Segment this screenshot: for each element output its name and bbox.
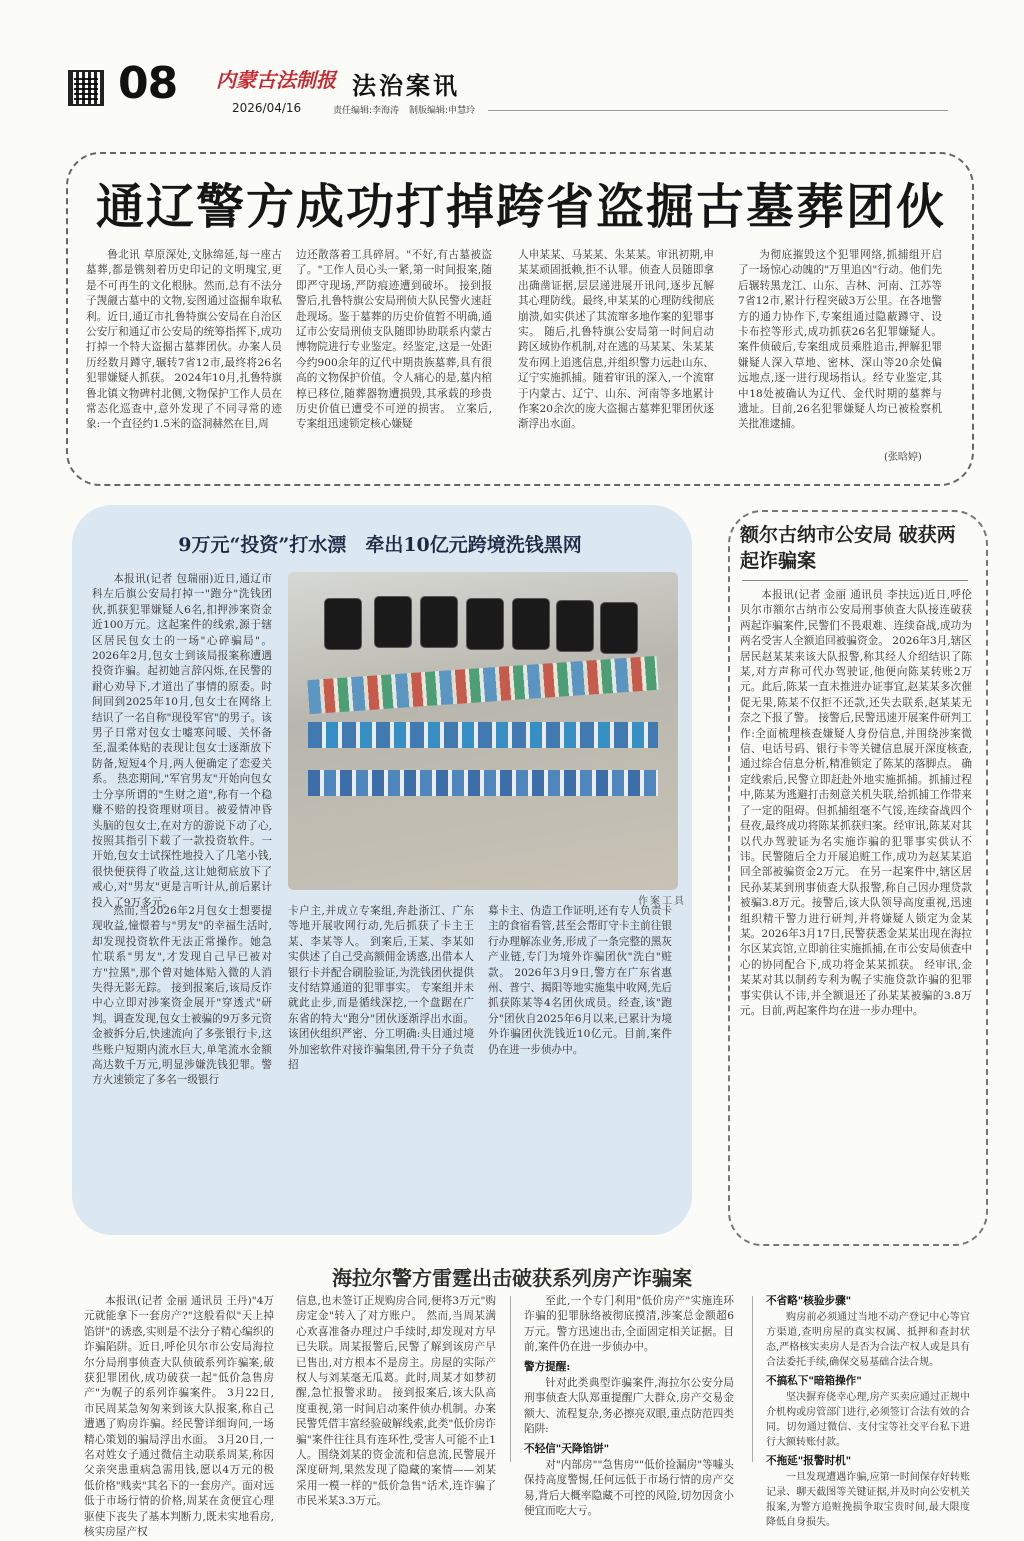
tip3-text: 坚决摒弃侥幸心理,房产买卖应通过正规中介机构或房管部门进行,必须签订合法有效的合同。切勿通过微信、支付宝等社交平台私下进行大额转账付款。 bbox=[766, 1392, 970, 1448]
story1-text2: 边还散落着工具碎屑。"不好,有古墓被盗了。"工作人员心头一紧,第一时间报案,随即严守现场,严防痕迹遭到破坏。 接到报警后,扎鲁特旗公安局刑侦大队民警火速赶赴现场。鉴于墓葬的历史价值暂不明确,通辽市公安局刑侦支队随即协助联系内蒙古博物院进行专业鉴定。经鉴定,这是一处距今约900余年的辽代中期贵族墓葬,具有很高的文物保护价值。令人痛心的是,墓内棺椁已移位,随葬器物遭损毁,其承载的珍贵历史价值已遭受不可逆的损害。 立案后,专案组迅速锁定核心嫌疑 bbox=[296, 249, 492, 431]
photo-caption: 作案工具 bbox=[638, 896, 686, 907]
phone-icon bbox=[324, 598, 362, 650]
tip2-text: 购房前必须通过当地不动产登记中心等官方渠道,查明房屋的真实权属、抵押和查封状态,严格核实卖房人是否为合法产权人或是具有合法委托手续,确保交易基础合法合规。 bbox=[766, 1312, 970, 1368]
story3-headline: 额尔古纳市公安局 破获两起诈骗案 bbox=[740, 524, 956, 572]
story2-col2 bbox=[288, 904, 474, 1210]
phone-icon bbox=[600, 602, 638, 654]
story4-col1 bbox=[84, 1294, 274, 1539]
story1-col4 bbox=[738, 248, 942, 444]
story3-text: 本报讯(记者 金丽 通讯员 李扶远)近日,呼伦贝尔市额尔古纳市公安局刑事侦查大队接连破获两起诈骗案件,民警们不畏艰难、连续奋战,成功为两名受害人全额追回被骗资金。 2026年3月,辖区居民赵某某来该大队报警,称其经人介绍结识了陈某,对方声称可代办驾驶证,他便向陈某转账2万元。此后,陈某一直未推进办证事宜,赵某某多次催促无果,陈某不仅拒不还款,还失去联系,赵某某无奈之下报了警。 接警后,民警迅速开展案件研判工作:全面梳理核查嫌疑人身份信息,并围绕涉案微信、电话号码、银行卡等关键信息展开深度核查,通过综合信息分析,精准锁定了陈某的落脚点。 确定线索后,民警立即赶赴外地实施抓捕。抓捕过程中,陈某为逃避打击刻意关机失联,给抓捕工作带来了一定的阻碍。但抓捕组毫不气馁,连续奋战四个昼夜,最终成功将陈某抓获归案。经审讯,陈某对其以代办驾驶证为名实施诈骗的犯罪事实供认不讳。民警随后全力开展追赃工作,成功为赵某某追回全部被骗资金2万元。 在另一起案件中,辖区居民孙某某到刑事侦查大队报警,称自己因办理贷款被骗3.8万元。接警后,该大队领导高度重视,迅速组织精干警力进行研判,并将嫌疑人锁定为金某某。2026年3月17日,民警获悉金某某出现在海拉尔区某宾馆,立即前往实施抓捕,在市公安局侦查中心的协同配合下,成功将金某某抓获。 经审讯,金某某对其以制药专利为幌子实施贷款诈骗的犯罪事实供认不讳,并全额退还了孙某某被骗的3.8万元。目前,两起案件均在进一步办理中。 bbox=[740, 589, 972, 1017]
story2-text1: 本报讯(记者 包瑞丽)近日,通辽市科左后旗公安局打掉一"跑分"洗钱团伙,抓获犯罪嫌疑人6名,扣押涉案资金近100万元。这起案件的线索,源于辖区居民包女士的一场"心碎骗局"。 2026年2月,包女士到该局报案称遭遇投资诈骗。起初她言辞闪烁,在民警的耐心劝导下,才道出了事情的原委。时间回到2025年10月,包女士在网络上结识了一名自称"现役军官"的男子。该男子日常对包女士嘘寒问暖、关怀备至,温柔体贴的表现让包女士逐渐放下防备,短短4个月,两人便确定了恋爱关系。 热恋期间,"军官男友"开始向包女士分享所谓的"生财之道",称有一个稳赚不赔的投资理财项目。被爱情冲昏头脑的包女士,在对方的游说下动了心,按照其指引下载了一款投资软件。一开始,包女士试探性地投入了几笔小钱,很快便获得了收益,这让她彻底放下了戒心,对"男友"更是言听计从,前后累计投入了9万多元。 bbox=[92, 573, 272, 909]
story2-text1b: 然而,当2026年2月包女士想要提现收益,憧憬着与"男友"的幸福生活时,却发现投资软件无法正常操作。她急忙联系"男友",才发现自己早已被对方"拉黑",那个曾对她体贴入微的人消失得无影无踪。 接到报案后,该局反诈中心立即对涉案资金展开"穿透式"研判。调查发现,包女士被骗的9万多元资金被拆分后,快速流向了多张银行卡,这些账户短期内流水巨大,单笔流水金额高达数千万元,明显涉嫌洗钱犯罪。警方火速锁定了多名一级银行 bbox=[92, 905, 272, 1087]
story2-headline: 9万元“投资”打水漂 牵出10亿元跨境洗钱黑网 bbox=[178, 534, 582, 556]
editor-credits bbox=[333, 103, 485, 116]
column-divider bbox=[752, 1296, 753, 1462]
phone-icon bbox=[466, 598, 504, 650]
story4-text1: 本报讯(记者 金丽 通讯员 王丹)"4万元就能拿下一套房产?"这般看似"天上掉馅饼"的诱惑,实则是不法分子精心编织的诈骗陷阱。近日,呼伦贝尔市公安局海拉尔分局刑事侦查大队侦破系列诈骗案,破获犯罪团伙,成功破获一起"低价急售房产"为幌子的系列诈骗案件。 3月22日,市民周某急匆匆来到该大队报案,称自己遭遇了购房诈骗。经民警详细询问,一场精心策划的骗局浮出水面。 3月20日,一名对姓女子通过微信主动联系周某,称因父亲突患重病急需用钱,愿以4万元的极低价格"贱卖"其名下的一套房产。面对远低于市场行情的价格,周某在贪便宜心理驱使下丧失了基本判断力,既未实地看房,核实房屋产权 bbox=[84, 1295, 274, 1539]
story1-byline: (张晗婷) bbox=[884, 452, 922, 463]
story4-text3: 至此,一个专门利用"低价房产"实施连环诈骗的犯罪脉络被彻底摸清,涉案总金额超6万元。警方迅速出击,全面固定相关证据。目前,案件仍在进一步侦办中。 bbox=[524, 1295, 734, 1354]
story2-col1 bbox=[92, 572, 272, 909]
section-title: 法治案讯 bbox=[352, 71, 460, 100]
story2-text3: 募卡主、伪造工作证明,还有专人负责卡主的食宿看管,甚至会帮盯守卡主前往银行办理解冻业务,形成了一条完整的黑灰产业链,专门为境外诈骗团伙"洗白"赃款。 2026年3月9日,警方在广东省惠州、普宁、揭阳等地实施集中收网,先后抓获陈某等4名团伙成员。经查,该"跑分"团伙自2025年6月以来,已累计为境外诈骗团伙洗钱近10亿元。目前,案件仍在进一步侦办中。 bbox=[488, 905, 672, 1056]
qr-code-icon bbox=[68, 70, 104, 106]
story2-text2: 卡户主,并成立专案组,奔赴浙江、广东等地开展收网行动,先后抓获了卡主王某、李某等人。 到案后,王某、李某如实供述了自己受高额佣金诱惑,出借本人银行卡并配合刷脸验证,为洗钱团伙提供支付结算通道的犯罪事实。 专案组并未就此止步,而是循线深挖,一个盘踞在广东省的特大"跑分"团伙逐渐浮出水面。该团伙组织严密、分工明确:头目通过境外加密软件对接诈骗集团,骨干分子负责招 bbox=[288, 905, 474, 1072]
story1-col3 bbox=[518, 248, 714, 464]
phone-icon bbox=[420, 596, 458, 648]
story2-col3 bbox=[488, 904, 672, 1210]
layout-editor: 制版编辑:申慧玲 bbox=[409, 106, 476, 116]
tip3-title: 不搞私下"暗箱操作" bbox=[766, 1375, 862, 1387]
masthead-logo: 内蒙古法制报 bbox=[216, 68, 336, 92]
story1-text4: 为彻底摧毁这个犯罪网络,抓捕组开启了一场惊心动魄的"万里追凶"行动。他们先后辗转黑龙江、山东、吉林、河南、江苏等7省12市,累计行程突破3万公里。在各地警方的通力协作下,专案组通过隐蔽蹲守、设卡布控等形式,成功抓获26名犯罪嫌疑人。 案件侦破后,专案组成员乘胜追击,押解犯罪嫌疑人深入草地、密林、深山等20余处偏远地点,逐一进行现场指认。经专业鉴定,其中18处被确认为辽代、金代时期的墓葬与遗址。目前,26名犯罪嫌疑人均已被检察机关批准逮捕。 bbox=[738, 249, 942, 431]
phone-icon bbox=[512, 598, 550, 650]
phone-icon bbox=[374, 596, 412, 648]
header-rule bbox=[488, 110, 948, 111]
story1-col1 bbox=[86, 248, 282, 464]
story2-col1b bbox=[92, 904, 272, 1210]
sim-cards-row bbox=[308, 770, 658, 796]
bank-cards-row bbox=[307, 656, 659, 714]
story1-text1: 鲁北讯 草原深处,文脉绵延,每一座古墓葬,都是镌刻着历史印记的文明瑰宝,更是不可再生的文化根脉。然而,总有不法分子觊觎古墓中的文物,妄图通过盗掘牟取私利。近日,通辽市扎鲁特旗公安局在自治区公安厅和通辽市公安局的统筹指挥下,成功打掉一个特大盗掘古墓葬团伙。办案人员历经数月蹲守,辗转7省12市,最终将26名犯罪嫌疑人抓获。 2024年10月,扎鲁特旗鲁北镇文物碑村北侧,文物保护工作人员在常态化巡查中,意外发现了不同寻常的迹象:一个直径约1.5米的盗洞赫然在目,周 bbox=[86, 249, 282, 431]
phone-icon bbox=[556, 600, 594, 652]
tips-title: 警方提醒: bbox=[524, 1360, 571, 1373]
story1-text3: 人申某某、马某某、朱某某。审讯初期,申某某顽固抵赖,拒不认罪。侦查人员随即拿出确凿证据,层层递进展开讯问,逐步瓦解其心理防线。最终,申某某的心理防线彻底崩溃,如实供述了其流窜多地作案的犯罪事实。 随后,扎鲁特旗公安局第一时间启动跨区域协作机制,对在逃的马某某、朱某某发布网上追逃信息,并组织警力远赴山东、辽宁实施抓捕。随着审讯的深入,一个流窜于内蒙古、辽宁、山东、河南等多地累计作案20余次的庞大盗掘古墓葬犯罪团伙逐渐浮出水面。 bbox=[518, 249, 714, 431]
evidence-photo bbox=[288, 572, 678, 890]
story4-col3 bbox=[524, 1294, 734, 1518]
tip4-title: 不拖延"报警时机" bbox=[766, 1455, 852, 1467]
story3-col bbox=[740, 588, 972, 1228]
tip4-text: 一旦发现遭遇诈骗,应第一时间保存好转账记录、聊天截图等关键证据,并及时向公安机关报案,为警方追赃挽损争取宝贵时间,最大限度降低自身损失。 bbox=[766, 1472, 970, 1528]
tip2-title: 不省略"核验步骤" bbox=[766, 1295, 852, 1307]
sim-cards-row bbox=[308, 722, 658, 748]
story3-rule bbox=[742, 580, 968, 581]
story4-col4 bbox=[766, 1294, 970, 1528]
issue-date: 2026/04/16 bbox=[232, 101, 302, 115]
story4-col2 bbox=[296, 1294, 496, 1508]
page-number: 08 bbox=[118, 58, 178, 109]
story1-headline: 通辽警方成功打掉跨省盗掘古墓葬团伙 bbox=[96, 179, 947, 235]
story4-text2: 信息,也未签订正规购房合同,便将3万元"购房定金"转入了对方账户。 然而,当周某满心欢喜准备办理过户手续时,却发现对方早已失联。周某报警后,民警了解到该房产早已售出,对方根本不是房主。房屋的实际产权人与刘某毫无瓜葛。此时,周某才如梦初醒,急忙报警求助。 接到报案后,该大队高度重视,第一时间启动案件侦办机制。办案民警凭借丰富经验破解线索,此类"低价房诈骗"案件往往具有连环性,受害人可能不止1人。围绕刘某的资金流和信息流,民警展开深度研判,果然发现了隐藏的案情——刘某采用一模一样的"低价急售"话术,连诈骗了市民米某3.3万元。 bbox=[296, 1295, 496, 1508]
tips-intro: 针对此类典型诈骗案件,海拉尔公安分局刑事侦查大队郑重提醒广大群众,房产交易金额大、流程复杂,务必擦亮双眼,重点防范四类陷阱: bbox=[524, 1377, 734, 1436]
column-divider bbox=[510, 1296, 511, 1462]
tip1-text: 对"内部房""急售房""低价捡漏房"等噱头保持高度警惕,任何远低于市场行情的房产交易,背后大概率隐藏不可控的风险,切勿因贪小便宜而吃大亏。 bbox=[524, 1459, 734, 1518]
story4-headline: 海拉尔警方雷霆出击破获系列房产诈骗案 bbox=[332, 1266, 692, 1290]
editor: 责任编辑:李海涛 bbox=[333, 106, 400, 116]
story1-col2 bbox=[296, 248, 492, 464]
tip1-title: 不轻信"天降馅饼" bbox=[524, 1442, 610, 1455]
